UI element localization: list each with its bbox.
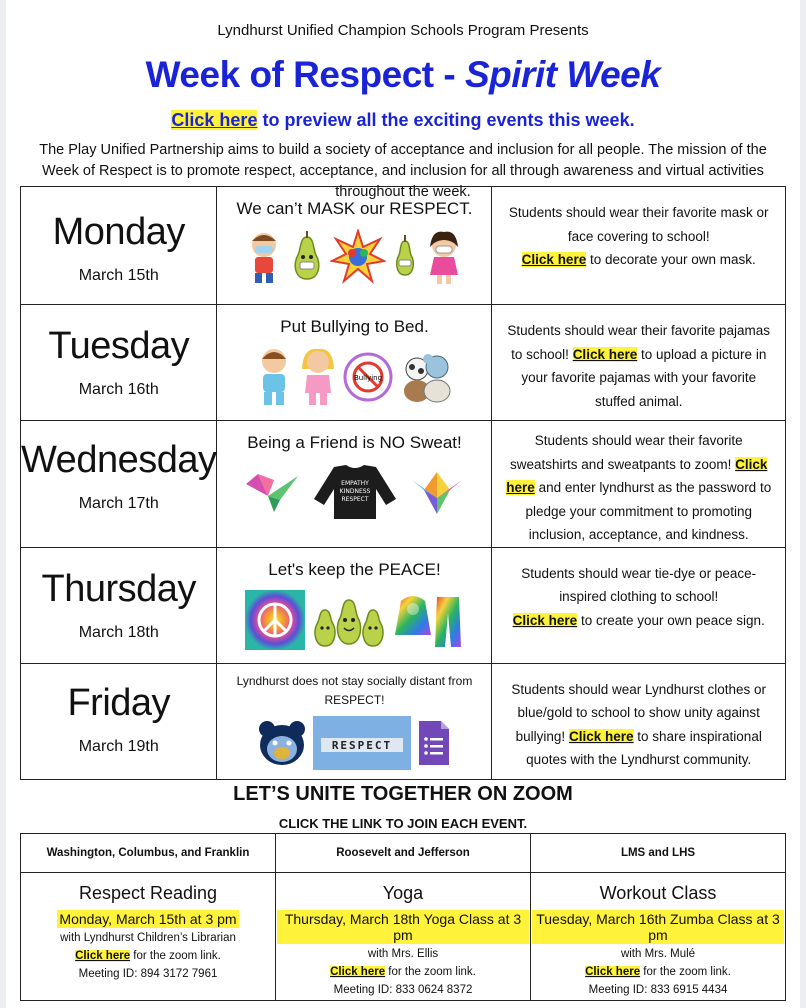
theme-cell — [217, 547, 492, 663]
zoom-event-title: Yoga — [382, 883, 424, 903]
theme-icons — [217, 716, 491, 770]
monday-link[interactable]: Click here — [521, 252, 587, 267]
day-description: Students should wear their favorite mask or face covering to school! — [508, 205, 769, 244]
friday-link[interactable]: Click here — [568, 728, 634, 744]
theme-cell — [217, 663, 492, 779]
description-cell — [492, 305, 786, 421]
day-cell — [21, 663, 217, 779]
zoom-event-host: with Mrs. Mulé — [620, 948, 696, 960]
day-date: March 15th — [78, 267, 159, 284]
zoom-subheading: CLICK THE LINK TO JOIN EACH EVENT. — [278, 816, 528, 831]
zoom-heading: LET’S UNITE TOGETHER ON ZOOM — [233, 783, 573, 805]
zoom-event-title: Workout Class — [599, 883, 717, 903]
zoom-event-host: with Lyndhurst Children’s Librarian — [60, 932, 236, 944]
day-name: Friday — [67, 681, 171, 724]
description-cell — [492, 421, 786, 548]
zoom-link[interactable]: Click here — [585, 966, 641, 978]
sweatshirt-line: RESPECT — [341, 496, 370, 503]
day-date: March 18th — [78, 623, 159, 641]
wednesday-link[interactable]: Click here — [506, 456, 768, 495]
zoom-link[interactable]: Click here — [330, 966, 386, 978]
zoom-link-text: for the zoom link. — [385, 966, 476, 978]
zoom-event-time: Monday, March 15th at 3 pm — [59, 911, 237, 927]
theme-icons — [217, 229, 491, 285]
zoom-link-line — [277, 963, 529, 981]
kid-mask-icon — [244, 229, 284, 285]
day-name: Monday — [52, 211, 185, 253]
day-date: March 16th — [78, 381, 159, 398]
day-date: March 17th — [78, 495, 159, 512]
paper-crane-rainbow-icon — [410, 468, 464, 516]
three-pears-icon — [311, 592, 387, 648]
day-description: Students should wear tie-dye or peace-inspired clothing to school! — [521, 565, 757, 604]
day-theme: Put Bullying to Bed. — [280, 317, 429, 336]
zoom-event-time: Tuesday, March 16th Zumba Class at 3 pm — [532, 910, 784, 944]
paper-crane-icon — [244, 470, 300, 514]
day-row — [21, 305, 786, 421]
boy-pajamas-icon — [255, 347, 293, 407]
day-description: Students should wear their favorite sweatshirts and sweatpants to zoom! — [510, 433, 743, 472]
stuffed-animals-icon — [399, 349, 453, 405]
day-theme: Let's keep the PEACE! — [268, 559, 441, 579]
respect-tiles-icon — [313, 716, 411, 770]
title-main: Week of Respect - — [145, 54, 456, 95]
preview-line — [6, 110, 800, 131]
description-cell — [492, 547, 786, 663]
day-name: Tuesday — [48, 325, 190, 367]
mission-text: The Play Unified Partnership aims to build a society of acceptance and inclusion for all people. The mission of the Week of Respect is to promote respect, acceptance, and inclusion for all through awareness and virtual activities throughout the week. — [39, 142, 767, 200]
sweatshirt-line: KINDNESS — [340, 488, 371, 495]
day-description-end: and enter lyndhurst as the password to pledge your commitment to promoting inclusion, acceptance, and kindness. — [525, 480, 772, 542]
sweatshirt-icon — [312, 463, 398, 521]
tuesday-link[interactable]: Click here — [572, 346, 638, 362]
zoom-link[interactable]: Click here — [75, 950, 131, 962]
day-description: Students should wear Lyndhurst clothes or blue/gold to school to show unity against bullying! — [511, 681, 767, 744]
day-theme: Lyndhurst does not stay socially distant from RESPECT! — [236, 673, 473, 707]
day-description-end: to decorate your own mask. — [586, 252, 756, 267]
zoom-event — [276, 873, 531, 1001]
zoom-event-time: Thursday, March 18th Yoga Class at 3 pm — [277, 910, 529, 944]
description-cell — [492, 663, 786, 779]
girl-pajamas-icon — [299, 347, 337, 407]
pear-mask-icon — [290, 231, 324, 283]
zoom-link-text: for the zoom link. — [130, 950, 221, 962]
day-description-end: to upload a picture in your favorite pajamas with your favorite stuffed animal. — [521, 346, 767, 409]
theme-icons — [217, 590, 491, 650]
day-cell — [21, 187, 217, 305]
zoom-body-row — [21, 873, 786, 1001]
theme-cell — [217, 305, 492, 421]
superhero-burst-icon — [330, 229, 386, 285]
flyer-page — [6, 0, 800, 1008]
zoom-event-title: Respect Reading — [78, 883, 218, 903]
title-italic: Spirit Week — [464, 54, 661, 95]
tie-dye-peace-icon — [245, 590, 305, 650]
zoom-link-text: for the zoom link. — [640, 966, 731, 978]
svg-text:Bullying: Bullying — [354, 374, 383, 382]
zoom-event — [531, 873, 786, 1001]
zoom-event-host: with Mrs. Ellis — [367, 948, 439, 960]
tie-dye-outfit-icon — [393, 591, 463, 649]
day-cell — [21, 305, 217, 421]
thursday-link[interactable]: Click here — [512, 612, 578, 628]
theme-icons — [217, 347, 491, 407]
day-name: Wednesday — [21, 439, 217, 481]
preview-text: to preview all the exciting events this week. — [257, 110, 635, 130]
zoom-link-line — [22, 947, 274, 965]
zoom-header-row — [21, 834, 786, 873]
day-description-end: to create your own peace sign. — [577, 612, 765, 628]
theme-icons — [217, 463, 491, 521]
zoom-events-table — [20, 833, 786, 1001]
day-cell — [21, 547, 217, 663]
day-name: Thursday — [41, 567, 196, 610]
respect-tiles-text: RESPECT — [332, 738, 393, 752]
presenter-line: Lyndhurst Unified Champion Schools Program Presents — [217, 22, 589, 39]
day-row — [21, 663, 786, 779]
zoom-meeting-id: Meeting ID: 833 6915 4434 — [588, 984, 728, 996]
sweatshirt-line: EMPATHY — [341, 480, 370, 487]
bear-logo-icon — [257, 719, 307, 767]
zoom-schools: Roosevelt and Jefferson — [276, 834, 531, 873]
description-cell — [492, 187, 786, 305]
day-description: Students should wear their favorite pajamas to school! — [507, 323, 771, 362]
zoom-event — [21, 873, 276, 1001]
theme-cell — [217, 187, 492, 305]
zoom-schools: LMS and LHS — [531, 834, 786, 873]
preview-link[interactable]: Click here — [171, 110, 258, 130]
day-description-end: to share inspirational quotes with the Lyndhurst community. — [526, 728, 762, 767]
zoom-meeting-id: Meeting ID: 894 3172 7961 — [78, 968, 218, 980]
girl-mask-icon — [424, 229, 464, 285]
day-theme: We can’t MASK our RESPECT. — [236, 199, 473, 218]
google-forms-icon — [417, 719, 451, 767]
zoom-link-line — [532, 963, 784, 981]
day-row — [21, 187, 786, 305]
week-schedule — [20, 186, 786, 780]
theme-cell — [217, 421, 492, 548]
day-row — [21, 421, 786, 548]
zoom-meeting-id: Meeting ID: 833 0624 8372 — [333, 984, 473, 996]
day-row — [21, 547, 786, 663]
page-title — [6, 54, 800, 96]
zoom-schools: Washington, Columbus, and Franklin — [21, 834, 276, 873]
day-date: March 19th — [78, 737, 159, 755]
day-cell — [21, 421, 217, 548]
small-pear-icon — [392, 235, 418, 279]
day-theme: Being a Friend is NO Sweat! — [247, 433, 462, 452]
no-bullying-icon — [343, 352, 393, 402]
